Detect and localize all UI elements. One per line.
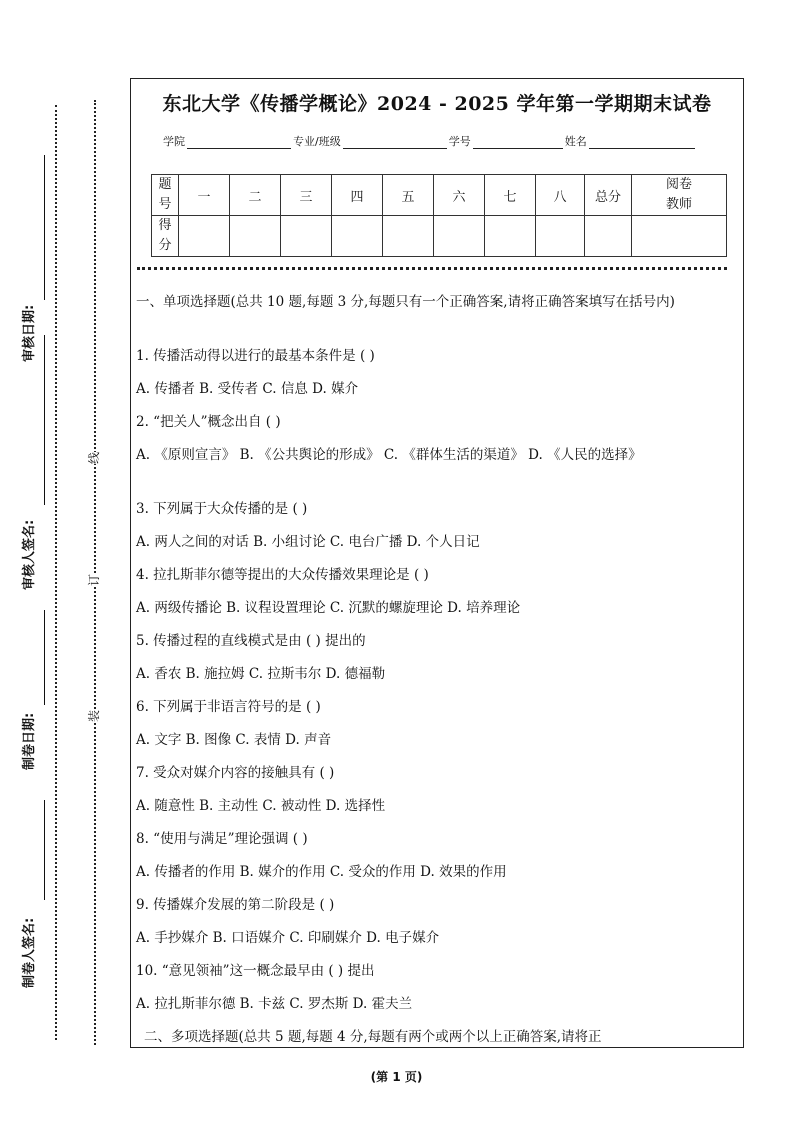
page-number: (第 1 页)	[370, 1070, 423, 1084]
major-label: 专业/班级	[293, 135, 341, 148]
name-field[interactable]	[589, 136, 695, 149]
question-item: 5. 传播过程的直线模式是由 ( ) 提出的	[136, 633, 366, 649]
maker-date-line	[44, 610, 45, 705]
score-cell-grader[interactable]	[632, 216, 727, 257]
col-header-grader: 阅卷 教师	[632, 175, 727, 216]
score-cell-total[interactable]	[585, 216, 632, 257]
score-table	[151, 174, 727, 257]
question-item: 4. 拉扎斯菲尔德等提出的大众传播效果理论是 ( )	[136, 567, 429, 583]
left-dotted-line	[55, 105, 57, 1040]
student-id-label: 学号	[448, 135, 471, 148]
question-options: A. 传播者 B. 受传者 C. 信息 D. 媒介	[136, 381, 359, 397]
score-cell[interactable]	[485, 216, 536, 257]
college-label: 学院	[163, 135, 185, 148]
score-table-score-row	[152, 216, 727, 257]
reviewer-sign-line	[44, 335, 45, 505]
exam-title: 东北大学《传播学概论》2024 - 2025 学年第一学期期末试卷	[162, 93, 712, 115]
col-header: 四	[332, 175, 383, 216]
question-options: A. 拉扎斯菲尔德 B. 卡兹 C. 罗杰斯 D. 霍夫兰	[136, 996, 413, 1012]
row-label-number: 题 号	[152, 175, 179, 216]
score-cell[interactable]	[230, 216, 281, 257]
header-divider	[137, 267, 727, 270]
col-header: 一	[179, 175, 230, 216]
review-date-line	[44, 155, 45, 300]
section2-heading: 二、多项选择题(总共 5 题,每题 4 分,每题有两个或两个以上正确答案,请将正	[144, 1029, 602, 1045]
score-cell[interactable]	[434, 216, 485, 257]
question-options: A. 手抄媒介 B. 口语媒介 C. 印刷媒介 D. 电子媒介	[136, 930, 440, 946]
reviewer-sign-label: 审核人签名:	[22, 519, 37, 590]
question-options: A. 香农 B. 施拉姆 C. 拉斯韦尔 D. 德福勒	[136, 666, 386, 682]
binding-dotted-line	[94, 100, 96, 1045]
score-cell[interactable]	[536, 216, 585, 257]
score-cell[interactable]	[179, 216, 230, 257]
col-header: 二	[230, 175, 281, 216]
col-header: 三	[281, 175, 332, 216]
binding-char-ding: 订	[87, 573, 102, 587]
col-header: 六	[434, 175, 485, 216]
binding-char-line: 线	[87, 451, 102, 465]
review-date-label: 审核日期:	[22, 304, 37, 362]
question-item: 1. 传播活动得以进行的最基本条件是 ( )	[136, 348, 375, 364]
score-cell[interactable]	[281, 216, 332, 257]
col-header: 七	[485, 175, 536, 216]
binding-char-zhuang: 装	[87, 709, 102, 723]
maker-sign-label: 制卷人签名:	[22, 917, 37, 988]
question-item: 9. 传播媒介发展的第二阶段是 ( )	[136, 897, 335, 913]
section1-heading: 一、单项选择题(总共 10 题,每题 3 分,每题只有一个正确答案,请将正确答案填写在括号内)	[136, 294, 675, 310]
name-label: 姓名	[564, 135, 587, 148]
exam-frame	[130, 78, 744, 1048]
question-options: A. 两人之间的对话 B. 小组讨论 C. 电台广播 D. 个人日记	[136, 534, 480, 550]
question-item: 7. 受众对媒介内容的接触具有 ( )	[136, 765, 335, 781]
row-label-score: 得 分	[152, 216, 179, 257]
question-options: A. 随意性 B. 主动性 C. 被动性 D. 选择性	[136, 798, 386, 814]
question-options: A. 《原则宣言》 B. 《公共舆论的形成》 C. 《群体生活的渠道》 D. 《人民的选择》	[136, 447, 642, 463]
question-item: 3. 下列属于大众传播的是 ( )	[136, 501, 308, 517]
question-item: 8. “使用与满足”理论强调 ( )	[136, 831, 308, 847]
question-options: A. 文字 B. 图像 C. 表情 D. 声音	[136, 732, 332, 748]
student-info-row	[163, 133, 697, 149]
college-field[interactable]	[187, 136, 291, 149]
score-cell[interactable]	[332, 216, 383, 257]
student-id-field[interactable]	[473, 136, 563, 149]
question-item: 2. “把关人”概念出自 ( )	[136, 414, 281, 430]
maker-date-label: 制卷日期:	[22, 712, 37, 770]
col-header-total: 总分	[585, 175, 632, 216]
question-options: A. 传播者的作用 B. 媒介的作用 C. 受众的作用 D. 效果的作用	[136, 864, 507, 880]
maker-sign-line	[44, 800, 45, 900]
col-header: 五	[383, 175, 434, 216]
col-header: 八	[536, 175, 585, 216]
question-item: 10. “意见领袖”这一概念最早由 ( ) 提出	[136, 963, 375, 979]
major-field[interactable]	[343, 136, 447, 149]
score-table-header-row	[152, 175, 727, 216]
question-options: A. 两级传播论 B. 议程设置理论 C. 沉默的螺旋理论 D. 培养理论	[136, 600, 521, 616]
question-item: 6. 下列属于非语言符号的是 ( )	[136, 699, 321, 715]
score-cell[interactable]	[383, 216, 434, 257]
